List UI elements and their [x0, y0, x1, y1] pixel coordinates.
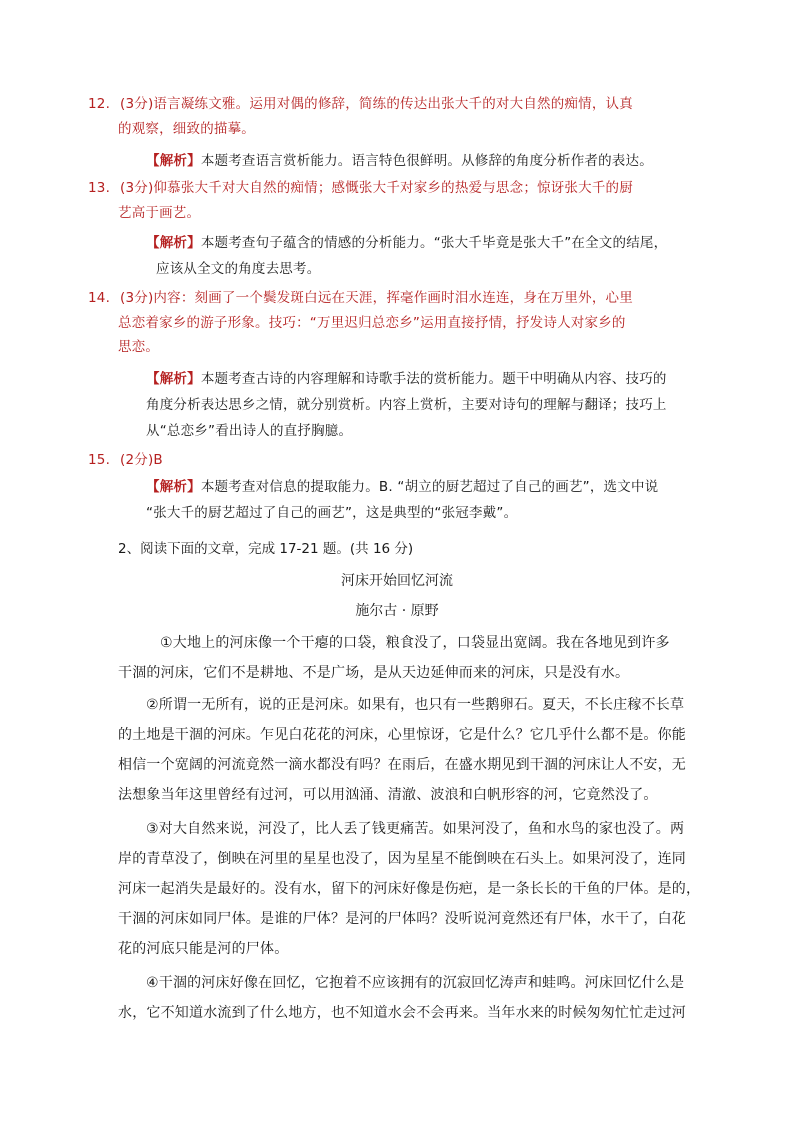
answer-number: 12. — [88, 96, 111, 112]
analysis-15 — [146, 474, 694, 526]
answer-line: 艺高于画艺。 — [118, 204, 201, 221]
answer-12 — [88, 92, 698, 141]
paragraph-2 — [118, 690, 686, 810]
answer-14 — [88, 286, 698, 360]
paragraph-line: 相信一个宽阔的河流竟然一滴水都没有吗？在雨后，在盛水期见到干涸的河床让人不安，无 — [118, 757, 686, 773]
paragraph-line: ③对大自然来说，河没了，比人丢了钱更痛苦。如果河没了，鱼和水鸟的家也没了。两 — [146, 821, 685, 837]
paragraph-line: 干涸的河床如同尸体。是谁的尸体？是河的尸体吗？没听说河竟然还有尸体，水干了，白花 — [118, 911, 686, 927]
paragraph-4 — [118, 968, 686, 1028]
analysis-text: 应该从全文的角度去思考。 — [156, 261, 321, 277]
analysis-text: 本题考查语言赏析能力。语言特色很鲜明。从修辞的角度分析作者的表达。 — [200, 153, 653, 169]
analysis-tag: 【解析】 — [146, 153, 201, 169]
answer-line: (3分)语言凝练文雅。运用对偶的修辞，简练的传达出张大千的对大自然的痴情，认真 — [120, 96, 633, 112]
paragraph-line: 法想象当年这里曾经有过河，可以用汹涌、清澈、波浪和白帆形容的河，它竟然没了。 — [118, 787, 658, 803]
analysis-tag: 【解析】 — [146, 235, 201, 251]
analysis-text: 角度分析表达思乡之情，就分别赏析。内容上赏析，主要对诗句的理解与翻译；技巧上 — [146, 397, 667, 413]
section-heading: 2、阅读下面的文章，完成 17-21 题。(共 16 分) — [118, 541, 414, 557]
article-author: 施尔古 · 原野 — [355, 603, 439, 619]
analysis-14 — [146, 366, 694, 444]
answer-number: 14. — [88, 290, 111, 306]
answer-line: 思恋。 — [118, 339, 160, 355]
answer-line: 的观察，细致的描摹。 — [118, 120, 255, 137]
answer-line: (2分)B — [120, 452, 163, 468]
paragraph-line: ②所谓一无所有，说的正是河床。如果有，也只有一些鹅卵石。夏天，不长庄稼不长草 — [146, 697, 685, 713]
analysis-text: “张大千的厨艺超过了自己的画艺”，这是典型的“张冠李戴”。 — [146, 505, 518, 521]
answer-number: 15. — [88, 452, 111, 468]
paragraph-3 — [118, 814, 701, 964]
paragraph-line: ①大地上的河床像一个干瘪的口袋，粮食没了，口袋显出宽阔。我在各地见到许多 — [160, 635, 670, 651]
paragraph-line: ④干涸的河床好像在回忆，它抱着不应该拥有的沉寂回忆涛声和蛙鸣。河床回忆什么是 — [146, 975, 685, 991]
analysis-text: 本题考查句子蕴含的情感的分析能力。“张大千毕竟是张大千”在全文的结尾， — [200, 235, 668, 251]
answer-line: 总恋着家乡的游子形象。技巧：“万里迟归总恋乡”运用直接抒情，抒发诗人对家乡的 — [118, 314, 626, 331]
paragraph-line: 河床一起消失是最好的。没有水，留下的河床好像是伤疤，是一条长长的干鱼的尸体。是的， — [118, 881, 701, 897]
analysis-13 — [146, 230, 694, 282]
analysis-text: 从“总恋乡”看出诗人的直抒胸臆。 — [146, 423, 353, 439]
paragraph-line: 花的河底只能是河的尸体。 — [118, 941, 289, 957]
article-title: 河床开始回忆河流 — [341, 573, 453, 589]
paragraph-line: 水，它不知道水流到了什么地方，也不知道水会不会再来。当年水来的时候匆匆忙忙走过河 — [118, 1005, 686, 1021]
answer-number: 13. — [88, 180, 111, 196]
analysis-12 — [146, 148, 694, 174]
answer-line: (3分)仰慕张大千对大自然的痴情；感慨张大千对家乡的热爱与思念；惊讶张大千的厨 — [120, 180, 633, 196]
analysis-text: 本题考查古诗的内容理解和诗歌手法的赏析能力。题干中明确从内容、技巧的 — [200, 371, 667, 387]
analysis-text: 本题考查对信息的提取能力。B. “胡立的厨艺超过了自己的画艺”，选文中说 — [200, 479, 659, 495]
answer-15 — [88, 448, 698, 473]
analysis-tag: 【解析】 — [146, 371, 201, 387]
answer-13 — [88, 176, 698, 225]
analysis-tag: 【解析】 — [146, 479, 201, 495]
paragraph-line: 岸的青草没了，倒映在河里的星星也没了，因为星星不能倒映在石头上。如果河没了，连同 — [118, 851, 686, 867]
paragraph-line: 干涸的河床，它们不是耕地、不是广场，是从天边延伸而来的河床，只是没有水。 — [118, 665, 630, 681]
paragraph-line: 的土地是干涸的河床。乍见白花花的河床，心里惊讶，它是什么？它几乎什么都不是。你能 — [118, 727, 686, 743]
answer-line: (3分)内容：刻画了一个鬓发斑白远在天涯，挥毫作画时泪水连连，身在万里外，心里 — [120, 290, 633, 306]
paragraph-1 — [118, 628, 674, 688]
